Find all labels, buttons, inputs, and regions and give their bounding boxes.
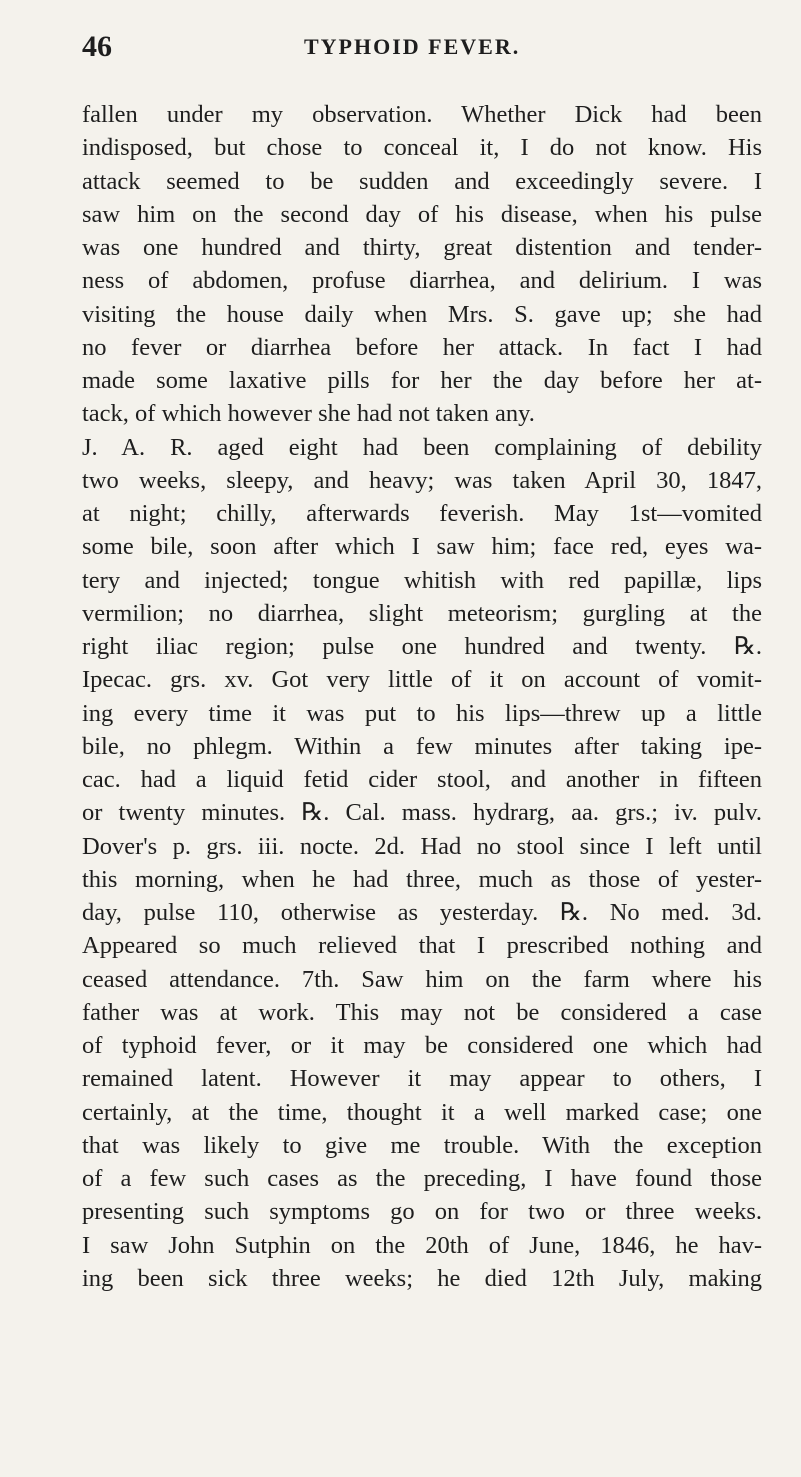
- text-line: no fever or diarrhea before her attack. In fact I had: [82, 333, 762, 361]
- text-line: indisposed, but chose to conceal it, I do not know. His: [82, 134, 762, 162]
- text-line: tery and injected; tongue whitish with red papillæ, lips: [82, 566, 762, 594]
- text-line: presenting such symptoms go on for two or three weeks.: [82, 1198, 762, 1226]
- text-line: cac. had a liquid fetid cider stool, and another in fifteen: [82, 766, 762, 793]
- text-line: ing every time it was put to his lips—threw up a little: [82, 699, 762, 727]
- text-line: some bile, soon after which I saw him; face red, eyes wa-: [82, 533, 762, 561]
- text-line: attack seemed to be sudden and exceedingly severe. I: [82, 167, 762, 195]
- text-line: was one hundred and thirty, great distention and tender-: [82, 234, 762, 261]
- text-line: that was likely to give me trouble. With the exception: [82, 1131, 762, 1159]
- text-line: saw him on the second day of his disease, when his pulse: [82, 200, 762, 228]
- text-line: right iliac region; pulse one hundred and twenty. ℞.: [82, 633, 762, 660]
- text-line: two weeks, sleepy, and heavy; was taken April 30, 1847,: [82, 466, 762, 494]
- text-line: ceased attendance. 7th. Saw him on the farm where his: [82, 965, 762, 993]
- text-line: day, pulse 110, otherwise as yesterday. ℞. No med. 3d.: [82, 899, 762, 926]
- text-line: I saw John Sutphin on the 20th of June, 1846, he hav-: [82, 1231, 762, 1259]
- text-line: or twenty minutes. ℞. Cal. mass. hydrarg, aa. grs.; iv. pulv.: [82, 799, 762, 827]
- running-title: TYPHOID FEVER.: [304, 34, 521, 59]
- text-line: certainly, at the time, thought it a well marked case; one: [82, 1098, 762, 1126]
- running-head: [82, 30, 762, 66]
- text-line: of typhoid fever, or it may be considered one which had: [82, 1032, 762, 1059]
- text-line: ing been sick three weeks; he died 12th July, making: [82, 1264, 762, 1292]
- text-line: tack, of which however she had not taken any.: [82, 400, 535, 428]
- text-line: fallen under my observation. Whether Dick had been: [82, 101, 762, 128]
- text-line: visiting the house daily when Mrs. S. gave up; she had: [82, 300, 762, 328]
- text-line: vermilion; no diarrhea, slight meteorism; gurgling at the: [82, 599, 762, 627]
- text-line: this morning, when he had three, much as those of yester-: [82, 865, 762, 893]
- text-line: Dover's p. grs. iii. nocte. 2d. Had no stool since I left until: [82, 832, 762, 860]
- text-line: remained latent. However it may appear to others, I: [82, 1065, 762, 1093]
- text-line: made some laxative pills for her the day before her at-: [82, 367, 762, 394]
- text-line: Ipecac. grs. xv. Got very little of it on account of vomit-: [82, 666, 762, 694]
- text-line: of a few such cases as the preceding, I have found those: [82, 1165, 762, 1192]
- text-line: at night; chilly, afterwards feverish. May 1st—vomited: [82, 500, 762, 527]
- text-line: J. A. R. aged eight had been complaining of debility: [82, 433, 762, 461]
- page-number: 46: [82, 30, 112, 63]
- text-line: Appeared so much relieved that I prescribed nothing and: [82, 932, 762, 960]
- text-line: ness of abdomen, profuse diarrhea, and delirium. I was: [82, 267, 762, 295]
- text-line: bile, no phlegm. Within a few minutes after taking ipe-: [82, 732, 762, 760]
- body-text: [82, 98, 762, 1295]
- text-line: father was at work. This may not be considered a case: [82, 998, 762, 1026]
